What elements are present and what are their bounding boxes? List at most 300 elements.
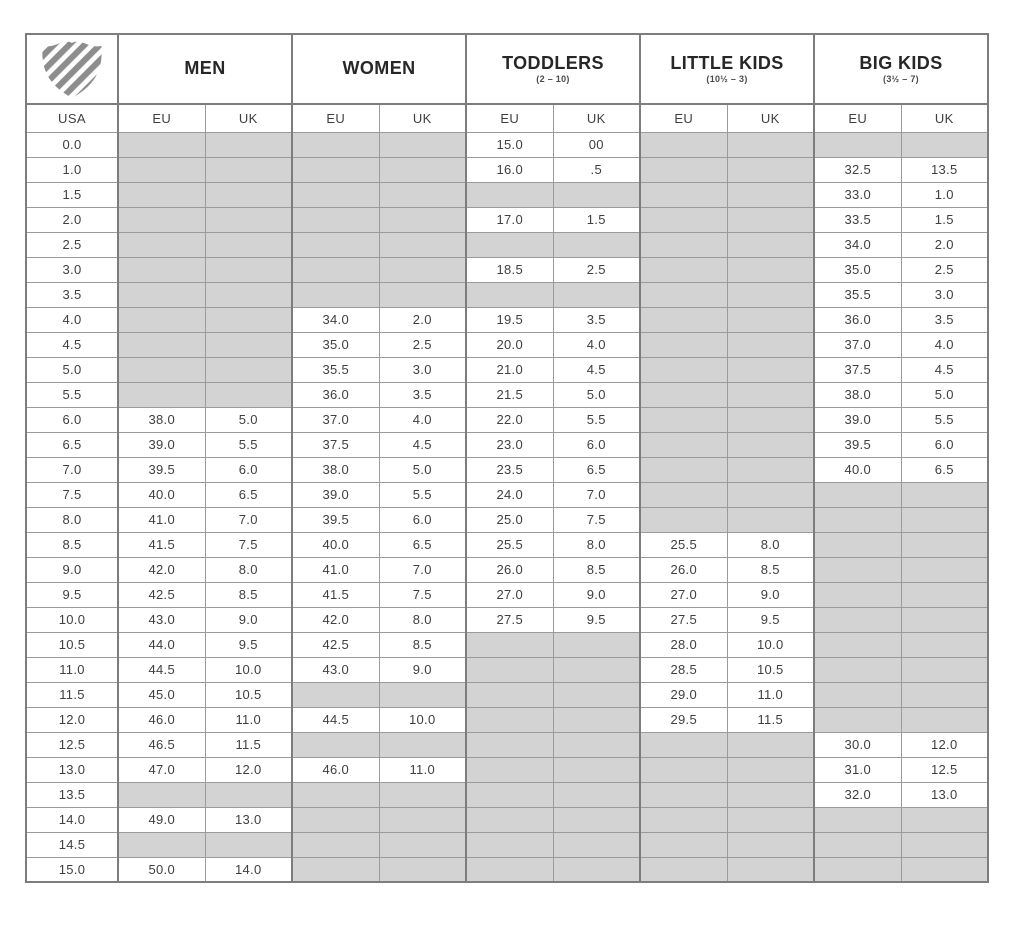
size-cell: 35.0	[292, 332, 379, 357]
size-cell: 37.0	[292, 407, 379, 432]
size-cell	[640, 157, 727, 182]
usa-size-cell: 5.0	[26, 357, 118, 382]
size-cell	[118, 782, 205, 807]
size-row-2.0	[26, 207, 988, 232]
group-label: LITTLE KIDS	[670, 52, 784, 73]
size-cell: 8.0	[205, 557, 292, 582]
size-cell: 22.0	[466, 407, 553, 432]
size-cell: 4.5	[379, 432, 466, 457]
size-cell: 9.5	[205, 632, 292, 657]
usa-size-cell: 8.5	[26, 532, 118, 557]
size-cell	[466, 757, 553, 782]
column-header-uk-8: UK	[727, 104, 814, 132]
size-cell: 36.0	[292, 382, 379, 407]
size-cell: 12.5	[901, 757, 988, 782]
size-cell	[727, 132, 814, 157]
size-cell: 8.0	[379, 607, 466, 632]
size-row-13.0	[26, 757, 988, 782]
size-cell: 43.0	[292, 657, 379, 682]
size-cell	[466, 707, 553, 732]
size-cell: 43.0	[118, 607, 205, 632]
size-row-12.0	[26, 707, 988, 732]
size-cell: 3.0	[901, 282, 988, 307]
size-cell: 6.0	[553, 432, 640, 457]
usa-size-cell: 4.5	[26, 332, 118, 357]
size-cell	[118, 157, 205, 182]
size-cell	[553, 632, 640, 657]
size-cell: 9.0	[727, 582, 814, 607]
size-row-15.0	[26, 857, 988, 882]
size-cell: 7.5	[553, 507, 640, 532]
logo-cell	[26, 34, 118, 104]
group-range: (10½ – 3)	[706, 74, 748, 85]
size-cell: 1.5	[553, 207, 640, 232]
size-cell: 5.0	[553, 382, 640, 407]
usa-size-cell: 12.0	[26, 707, 118, 732]
size-cell: 8.0	[553, 532, 640, 557]
size-cell	[901, 807, 988, 832]
size-row-11.0	[26, 657, 988, 682]
size-cell	[727, 257, 814, 282]
size-cell: 36.0	[814, 307, 901, 332]
size-row-7.0	[26, 457, 988, 482]
group-label: WOMEN	[342, 57, 416, 78]
size-cell: 41.0	[118, 507, 205, 532]
size-cell	[901, 657, 988, 682]
column-header-eu-1: EU	[118, 104, 205, 132]
size-cell	[814, 832, 901, 857]
size-cell	[553, 857, 640, 882]
size-row-9.0	[26, 557, 988, 582]
size-cell: 35.0	[814, 257, 901, 282]
size-cell	[640, 332, 727, 357]
usa-size-cell: 13.5	[26, 782, 118, 807]
size-cell: 28.5	[640, 657, 727, 682]
size-cell	[205, 207, 292, 232]
size-row-0.0	[26, 132, 988, 157]
size-row-3.5	[26, 282, 988, 307]
size-cell	[640, 307, 727, 332]
size-cell: 18.5	[466, 257, 553, 282]
size-cell	[118, 382, 205, 407]
size-cell	[292, 807, 379, 832]
size-cell: 42.0	[292, 607, 379, 632]
size-cell	[727, 757, 814, 782]
size-cell	[205, 157, 292, 182]
group-header-big-kids	[814, 34, 988, 104]
size-cell	[727, 832, 814, 857]
size-cell: 39.0	[292, 482, 379, 507]
size-cell	[118, 282, 205, 307]
size-cell	[379, 807, 466, 832]
size-cell: 34.0	[814, 232, 901, 257]
usa-size-cell: 4.0	[26, 307, 118, 332]
size-cell	[466, 682, 553, 707]
size-cell: 9.0	[205, 607, 292, 632]
size-cell: 19.5	[466, 307, 553, 332]
size-cell	[727, 157, 814, 182]
size-cell: 7.0	[379, 557, 466, 582]
column-header-eu-3: EU	[292, 104, 379, 132]
size-cell	[640, 282, 727, 307]
size-cell	[292, 682, 379, 707]
size-cell: 37.5	[292, 432, 379, 457]
size-cell	[640, 732, 727, 757]
size-cell: 8.5	[727, 557, 814, 582]
size-cell: 8.5	[205, 582, 292, 607]
group-label: MEN	[184, 57, 226, 78]
group-header-row	[26, 34, 988, 104]
size-cell: 35.5	[292, 357, 379, 382]
usa-size-cell: 1.5	[26, 182, 118, 207]
size-cell: 49.0	[118, 807, 205, 832]
size-cell: 5.5	[379, 482, 466, 507]
size-cell	[205, 832, 292, 857]
size-cell: 17.0	[466, 207, 553, 232]
size-cell	[901, 582, 988, 607]
size-cell: 9.0	[553, 582, 640, 607]
size-cell: 11.5	[205, 732, 292, 757]
size-row-5.5	[26, 382, 988, 407]
size-cell: 1.5	[901, 207, 988, 232]
size-cell: 10.0	[727, 632, 814, 657]
size-cell: 5.0	[379, 457, 466, 482]
size-cell	[379, 157, 466, 182]
usa-size-cell: 5.5	[26, 382, 118, 407]
usa-size-cell: 1.0	[26, 157, 118, 182]
size-cell	[379, 132, 466, 157]
size-cell	[205, 307, 292, 332]
size-cell: 21.0	[466, 357, 553, 382]
size-cell	[118, 232, 205, 257]
size-row-8.5	[26, 532, 988, 557]
usa-size-cell: 10.0	[26, 607, 118, 632]
size-cell	[466, 657, 553, 682]
size-cell	[379, 782, 466, 807]
size-cell	[205, 332, 292, 357]
size-cell: 35.5	[814, 282, 901, 307]
size-cell: 13.0	[205, 807, 292, 832]
size-cell	[901, 507, 988, 532]
size-cell: 44.5	[292, 707, 379, 732]
size-cell	[118, 832, 205, 857]
size-cell	[466, 632, 553, 657]
size-cell	[379, 282, 466, 307]
group-header-little-kids	[640, 34, 814, 104]
size-cell: 5.0	[901, 382, 988, 407]
column-header-uk-10: UK	[901, 104, 988, 132]
size-cell	[814, 507, 901, 532]
usa-size-cell: 3.5	[26, 282, 118, 307]
size-cell: 11.0	[379, 757, 466, 782]
usa-size-cell: 7.0	[26, 457, 118, 482]
size-cell: 30.0	[814, 732, 901, 757]
size-cell: 27.5	[466, 607, 553, 632]
size-cell	[466, 282, 553, 307]
size-cell: 16.0	[466, 157, 553, 182]
size-cell: 27.5	[640, 607, 727, 632]
size-cell: 42.5	[118, 582, 205, 607]
size-cell: 10.0	[379, 707, 466, 732]
size-cell: 1.0	[901, 182, 988, 207]
size-cell	[901, 132, 988, 157]
size-cell	[640, 407, 727, 432]
column-header-uk-4: UK	[379, 104, 466, 132]
size-cell: 41.5	[118, 532, 205, 557]
size-cell	[553, 232, 640, 257]
size-cell: 25.5	[466, 532, 553, 557]
size-cell	[640, 257, 727, 282]
size-cell	[727, 307, 814, 332]
size-row-10.0	[26, 607, 988, 632]
size-cell	[640, 857, 727, 882]
size-cell	[727, 282, 814, 307]
size-cell: 11.0	[727, 682, 814, 707]
size-cell	[553, 657, 640, 682]
size-cell: 4.5	[553, 357, 640, 382]
size-cell	[814, 132, 901, 157]
size-cell	[640, 382, 727, 407]
size-cell: 50.0	[118, 857, 205, 882]
size-cell	[553, 757, 640, 782]
size-cell	[640, 357, 727, 382]
usa-size-cell: 8.0	[26, 507, 118, 532]
size-cell	[727, 482, 814, 507]
size-cell	[901, 532, 988, 557]
size-row-14.5	[26, 832, 988, 857]
shoe-size-conversion-table	[25, 33, 989, 883]
usa-size-cell: 13.0	[26, 757, 118, 782]
size-cell	[901, 857, 988, 882]
size-cell	[640, 757, 727, 782]
size-cell: 44.0	[118, 632, 205, 657]
size-cell: 6.0	[205, 457, 292, 482]
size-cell	[466, 182, 553, 207]
size-cell	[466, 232, 553, 257]
size-cell	[814, 582, 901, 607]
size-cell	[118, 307, 205, 332]
size-cell	[292, 782, 379, 807]
size-cell: 3.0	[379, 357, 466, 382]
size-cell: 31.0	[814, 757, 901, 782]
size-cell	[292, 182, 379, 207]
size-cell: .5	[553, 157, 640, 182]
size-cell: 47.0	[118, 757, 205, 782]
size-cell: 11.0	[205, 707, 292, 732]
usa-size-cell: 14.5	[26, 832, 118, 857]
size-cell	[814, 682, 901, 707]
size-cell	[640, 457, 727, 482]
size-cell	[901, 682, 988, 707]
size-cell: 2.0	[901, 232, 988, 257]
size-row-1.0	[26, 157, 988, 182]
size-cell: 5.5	[553, 407, 640, 432]
size-cell: 7.5	[379, 582, 466, 607]
size-cell	[118, 132, 205, 157]
size-row-4.0	[26, 307, 988, 332]
size-cell: 33.0	[814, 182, 901, 207]
size-cell	[727, 432, 814, 457]
size-cell: 25.0	[466, 507, 553, 532]
size-cell: 6.0	[379, 507, 466, 532]
size-cell	[814, 607, 901, 632]
size-cell	[379, 257, 466, 282]
size-cell: 45.0	[118, 682, 205, 707]
size-cell: 12.0	[205, 757, 292, 782]
usa-size-cell: 0.0	[26, 132, 118, 157]
size-cell: 34.0	[292, 307, 379, 332]
size-row-5.0	[26, 357, 988, 382]
size-row-14.0	[26, 807, 988, 832]
size-cell	[727, 857, 814, 882]
size-cell: 29.0	[640, 682, 727, 707]
size-row-4.5	[26, 332, 988, 357]
size-cell	[205, 782, 292, 807]
size-row-3.0	[26, 257, 988, 282]
size-cell: 27.0	[466, 582, 553, 607]
size-cell: 6.5	[553, 457, 640, 482]
size-cell	[553, 807, 640, 832]
size-row-7.5	[26, 482, 988, 507]
size-cell: 10.5	[205, 682, 292, 707]
size-cell	[640, 507, 727, 532]
size-cell	[814, 532, 901, 557]
size-cell	[727, 207, 814, 232]
size-cell: 26.0	[640, 557, 727, 582]
size-cell: 3.5	[901, 307, 988, 332]
size-cell: 40.0	[814, 457, 901, 482]
size-cell: 9.5	[553, 607, 640, 632]
size-cell	[292, 732, 379, 757]
size-cell: 39.0	[814, 407, 901, 432]
size-cell	[118, 357, 205, 382]
size-cell: 2.5	[901, 257, 988, 282]
size-cell: 44.5	[118, 657, 205, 682]
size-cell: 7.5	[205, 532, 292, 557]
size-cell: 8.5	[553, 557, 640, 582]
size-cell: 6.0	[901, 432, 988, 457]
group-label: TODDLERS	[502, 52, 604, 73]
size-cell	[640, 207, 727, 232]
size-cell	[640, 832, 727, 857]
size-cell	[640, 482, 727, 507]
size-cell: 24.0	[466, 482, 553, 507]
size-cell	[205, 132, 292, 157]
column-header-eu-7: EU	[640, 104, 727, 132]
size-cell: 42.0	[118, 557, 205, 582]
size-cell: 46.5	[118, 732, 205, 757]
size-table-body	[26, 132, 988, 882]
size-cell: 10.0	[205, 657, 292, 682]
size-cell	[727, 807, 814, 832]
size-cell	[553, 282, 640, 307]
size-row-9.5	[26, 582, 988, 607]
size-cell: 4.0	[379, 407, 466, 432]
column-header-eu-9: EU	[814, 104, 901, 132]
size-cell	[205, 382, 292, 407]
usa-size-cell: 11.5	[26, 682, 118, 707]
usa-size-cell: 14.0	[26, 807, 118, 832]
size-cell	[292, 832, 379, 857]
size-cell	[901, 832, 988, 857]
size-cell: 13.5	[901, 157, 988, 182]
size-cell: 28.0	[640, 632, 727, 657]
size-cell	[727, 457, 814, 482]
group-range: (3½ – 7)	[883, 74, 919, 85]
usa-size-cell: 7.5	[26, 482, 118, 507]
size-cell	[379, 232, 466, 257]
size-row-10.5	[26, 632, 988, 657]
size-cell	[727, 182, 814, 207]
size-cell: 39.5	[118, 457, 205, 482]
column-header-uk-2: UK	[205, 104, 292, 132]
size-cell	[901, 482, 988, 507]
size-cell	[118, 332, 205, 357]
size-cell: 5.5	[901, 407, 988, 432]
size-cell	[292, 257, 379, 282]
size-cell	[553, 182, 640, 207]
size-cell: 13.0	[901, 782, 988, 807]
size-cell: 32.5	[814, 157, 901, 182]
size-cell: 6.5	[379, 532, 466, 557]
size-cell: 8.5	[379, 632, 466, 657]
size-cell: 38.0	[118, 407, 205, 432]
size-cell	[553, 832, 640, 857]
size-cell	[205, 257, 292, 282]
size-cell	[727, 732, 814, 757]
size-cell	[640, 232, 727, 257]
size-cell	[727, 407, 814, 432]
size-row-2.5	[26, 232, 988, 257]
size-cell: 29.5	[640, 707, 727, 732]
size-cell: 37.5	[814, 357, 901, 382]
size-cell: 9.5	[727, 607, 814, 632]
usa-size-cell: 2.0	[26, 207, 118, 232]
size-cell	[814, 557, 901, 582]
size-cell	[814, 807, 901, 832]
size-cell	[553, 682, 640, 707]
size-cell: 32.0	[814, 782, 901, 807]
size-cell	[466, 782, 553, 807]
usa-size-cell: 6.5	[26, 432, 118, 457]
size-cell: 14.0	[205, 857, 292, 882]
size-cell	[292, 857, 379, 882]
size-cell: 46.0	[118, 707, 205, 732]
size-cell	[901, 707, 988, 732]
size-cell	[640, 782, 727, 807]
size-row-12.5	[26, 732, 988, 757]
size-cell	[814, 482, 901, 507]
size-cell	[466, 807, 553, 832]
usa-size-cell: 12.5	[26, 732, 118, 757]
size-cell	[205, 282, 292, 307]
size-cell: 2.0	[379, 307, 466, 332]
size-cell: 38.0	[292, 457, 379, 482]
size-cell: 2.5	[553, 257, 640, 282]
size-cell: 9.0	[379, 657, 466, 682]
size-cell: 4.5	[901, 357, 988, 382]
size-cell	[292, 157, 379, 182]
size-cell: 39.5	[814, 432, 901, 457]
size-row-8.0	[26, 507, 988, 532]
size-cell	[379, 182, 466, 207]
group-header-women	[292, 34, 466, 104]
size-cell	[727, 357, 814, 382]
usa-size-cell: 9.0	[26, 557, 118, 582]
usa-size-cell: 2.5	[26, 232, 118, 257]
size-cell	[901, 632, 988, 657]
group-header-men	[118, 34, 292, 104]
